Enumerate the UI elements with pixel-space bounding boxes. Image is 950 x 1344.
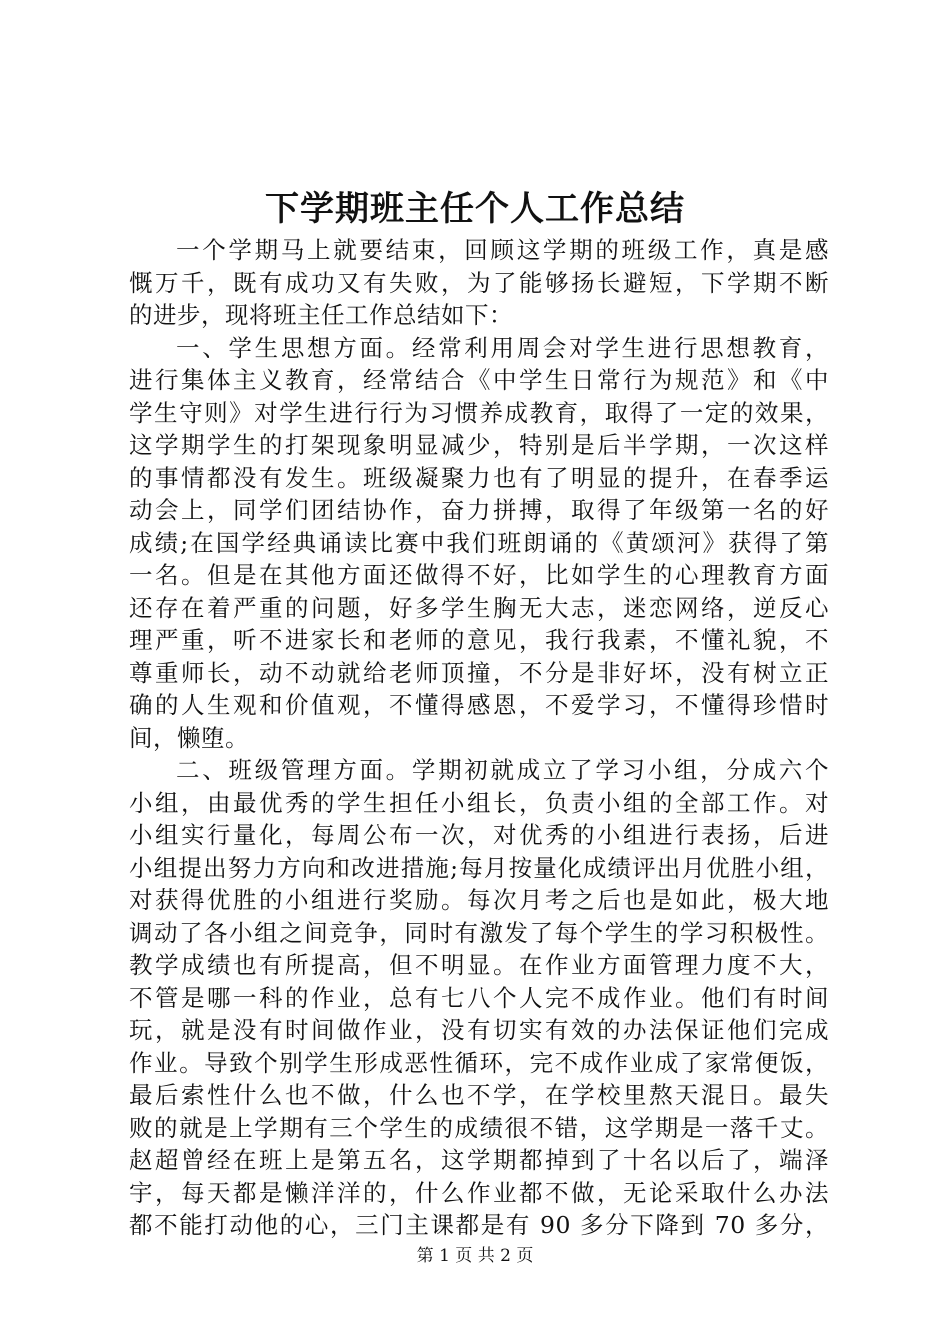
body-line: 败的就是上学期有三个学生的成绩很不错，这学期是一落千丈。 (129, 1113, 829, 1142)
page-indicator: 第 1 页 共 2 页 (416, 1246, 534, 1266)
body-line: 玩，就是没有时间做作业，没有切实有效的办法保证他们完成 (129, 1016, 829, 1044)
body-line: 作业。导致个别学生形成恶性循环，完不成作业成了家常便饭， (129, 1048, 829, 1077)
body-line: 学生守则》对学生进行行为习惯养成教育，取得了一定的效果， (129, 398, 829, 427)
body-line: 一个学期马上就要结束，回顾这学期的班级工作，真是感 (176, 236, 829, 264)
body-line: 不管是哪一科的作业，总有七八个人完不成作业。他们有时间 (129, 983, 829, 1012)
body-line: 的进步，现将班主任工作总结如下： (129, 301, 513, 329)
body-line: 一、学生思想方面。经常利用周会对学生进行思想教育， (176, 333, 829, 362)
body-line: 成绩;在国学经典诵读比赛中我们班朗诵的《黄颂河》获得了第 (129, 528, 829, 557)
body-line: 尊重师长，动不动就给老师顶撞，不分是非好坏，没有树立正 (129, 658, 829, 687)
body-line: 的事情都没有发生。班级凝聚力也有了明显的提升，在春季运 (129, 463, 829, 492)
body-line: 小组，由最优秀的学生担任小组长，负责小组的全部工作。对 (129, 788, 829, 817)
body-line: 都不能打动他的心，三门主课都是有 90 多分下降到 70 多分， (129, 1211, 829, 1239)
document-title: 下学期班主任个人工作总结 (265, 189, 685, 229)
body-line: 二、班级管理方面。学期初就成立了学习小组，分成六个 (176, 756, 829, 784)
body-line: 这学期学生的打架现象明显减少，特别是后半学期，一次这样 (129, 431, 829, 459)
body-line: 理严重，听不进家长和老师的意见，我行我素，不懂礼貌，不 (129, 626, 829, 654)
document-body (129, 234, 829, 1242)
body-line: 赵超曾经在班上是第五名，这学期都掉到了十名以后了，端泽 (129, 1146, 829, 1174)
body-line: 小组实行量化，每周公布一次，对优秀的小组进行表扬，后进 (129, 821, 829, 849)
body-line: 小组提出努力方向和改进措施;每月按量化成绩评出月优胜小组， (129, 853, 829, 882)
body-line: 慨万千，既有成功又有失败，为了能够扬长避短，下学期不断 (129, 268, 829, 297)
body-line: 确的人生观和价值观，不懂得感恩，不爱学习，不懂得珍惜时 (129, 691, 829, 719)
body-line: 一名。但是在其他方面还做得不好，比如学生的心理教育方面 (129, 561, 829, 589)
body-line: 最后索性什么也不做，什么也不学，在学校里熬天混日。最失 (129, 1081, 829, 1109)
body-line: 宇，每天都是懒洋洋的，什么作业都不做，无论采取什么办法 (129, 1178, 829, 1207)
body-line: 教学成绩也有所提高，但不明显。在作业方面管理力度不大， (129, 951, 829, 979)
body-line: 调动了各小组之间竞争，同时有激发了每个学生的学习积极性。 (129, 918, 829, 947)
body-line: 对获得优胜的小组进行奖励。每次月考之后也是如此，极大地 (129, 886, 829, 914)
body-line: 动会上，同学们团结协作，奋力拼搏，取得了年级第一名的好 (129, 496, 829, 524)
body-line: 还存在着严重的问题，好多学生胸无大志，迷恋网络，逆反心 (129, 593, 829, 622)
body-line: 间，懒堕。 (129, 723, 249, 752)
body-line: 进行集体主义教育，经常结合《中学生日常行为规范》和《中 (129, 366, 829, 394)
